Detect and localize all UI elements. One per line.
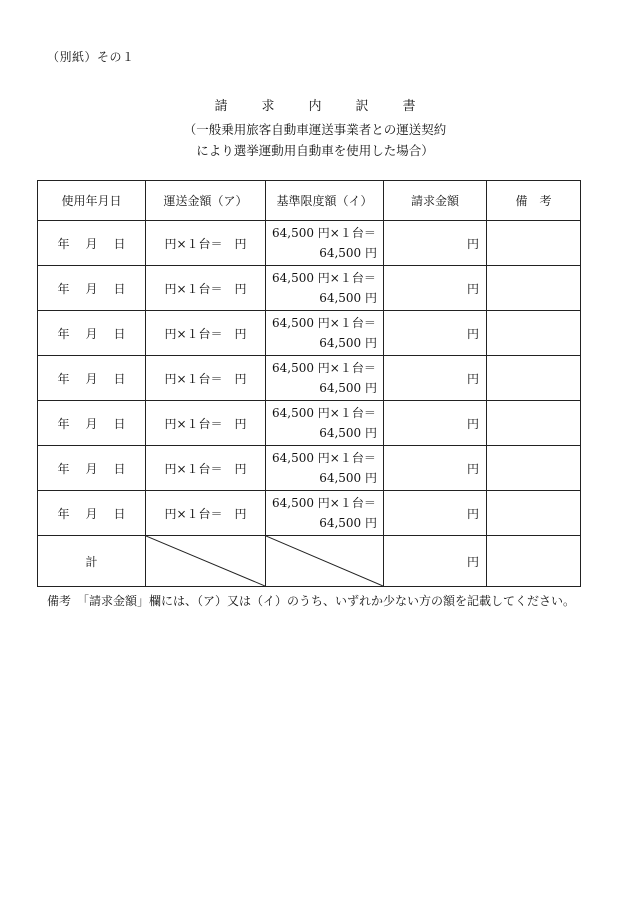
transport-amount-cell[interactable]: 円×１台＝ 円 xyxy=(146,401,266,446)
month-label: 月 xyxy=(85,506,98,521)
table-row xyxy=(38,311,581,356)
table-row xyxy=(38,446,581,491)
day-label: 日 xyxy=(113,506,126,521)
remarks-cell[interactable] xyxy=(487,401,581,446)
request-amount-cell[interactable]: 円 xyxy=(384,491,487,536)
limit-formula: 64,500 円×１台＝ xyxy=(272,361,376,375)
date-cell[interactable] xyxy=(38,356,146,401)
table-row xyxy=(38,356,581,401)
diagonal-strike-icon xyxy=(266,536,383,586)
title-char: 内 xyxy=(308,99,322,114)
limit-result: 64,500 円 xyxy=(319,471,377,485)
title-char: 求 xyxy=(261,99,275,114)
limit-amount-cell xyxy=(266,311,384,356)
year-label: 年 xyxy=(57,416,70,431)
transport-amount-cell[interactable]: 円×１台＝ 円 xyxy=(146,311,266,356)
date-cell[interactable] xyxy=(38,311,146,356)
day-label: 日 xyxy=(113,326,126,341)
limit-result: 64,500 円 xyxy=(319,246,377,260)
year-label: 年 xyxy=(57,236,70,251)
table-row xyxy=(38,491,581,536)
request-amount-cell[interactable]: 円 xyxy=(384,446,487,491)
header-transport-amount: 運送金額（ア） xyxy=(146,181,266,221)
remarks-cell[interactable] xyxy=(487,221,581,266)
limit-formula: 64,500 円×１台＝ xyxy=(272,316,376,330)
limit-formula: 64,500 円×１台＝ xyxy=(272,271,376,285)
table-header-row xyxy=(38,181,581,221)
year-label: 年 xyxy=(57,371,70,386)
request-amount-cell[interactable]: 円 xyxy=(384,311,487,356)
table-row xyxy=(38,221,581,266)
request-amount-cell[interactable]: 円 xyxy=(384,266,487,311)
transport-amount-cell[interactable]: 円×１台＝ 円 xyxy=(146,446,266,491)
document-title xyxy=(0,95,630,114)
date-cell[interactable] xyxy=(38,401,146,446)
day-label: 日 xyxy=(113,416,126,431)
limit-amount-cell xyxy=(266,401,384,446)
limit-result: 64,500 円 xyxy=(319,336,377,350)
total-row xyxy=(38,536,581,587)
day-label: 日 xyxy=(113,236,126,251)
request-amount-cell[interactable]: 円 xyxy=(384,221,487,266)
limit-amount-cell xyxy=(266,491,384,536)
limit-formula: 64,500 円×１台＝ xyxy=(272,226,376,240)
month-label: 月 xyxy=(85,416,98,431)
invoice-breakdown-table xyxy=(37,180,581,587)
header-limit-amount: 基準限度額（イ） xyxy=(266,181,384,221)
limit-result: 64,500 円 xyxy=(319,291,377,305)
remarks-cell[interactable] xyxy=(487,446,581,491)
date-cell[interactable] xyxy=(38,491,146,536)
total-label: 計 xyxy=(38,536,146,587)
transport-amount-cell[interactable]: 円×１台＝ 円 xyxy=(146,491,266,536)
month-label: 月 xyxy=(85,326,98,341)
diagonal-strike-icon xyxy=(146,536,265,586)
total-transport-cell-struck xyxy=(146,536,266,587)
total-request-amount-cell[interactable]: 円 xyxy=(384,536,487,587)
limit-formula: 64,500 円×１台＝ xyxy=(272,496,376,510)
title-char: 書 xyxy=(402,99,416,114)
limit-amount-cell xyxy=(266,446,384,491)
day-label: 日 xyxy=(113,371,126,386)
limit-amount-cell xyxy=(266,221,384,266)
year-label: 年 xyxy=(57,506,70,521)
remarks-cell[interactable] xyxy=(487,311,581,356)
total-remarks-cell[interactable] xyxy=(487,536,581,587)
date-cell[interactable] xyxy=(38,446,146,491)
year-label: 年 xyxy=(57,461,70,476)
month-label: 月 xyxy=(85,281,98,296)
table-row xyxy=(38,266,581,311)
year-label: 年 xyxy=(57,326,70,341)
month-label: 月 xyxy=(85,236,98,251)
day-label: 日 xyxy=(113,461,126,476)
date-cell[interactable] xyxy=(38,221,146,266)
month-label: 月 xyxy=(85,461,98,476)
transport-amount-cell[interactable]: 円×１台＝ 円 xyxy=(146,266,266,311)
transport-amount-cell[interactable]: 円×１台＝ 円 xyxy=(146,221,266,266)
title-char: 請 xyxy=(214,99,228,114)
request-amount-cell[interactable]: 円 xyxy=(384,356,487,401)
table-row xyxy=(38,401,581,446)
total-limit-cell-struck xyxy=(266,536,384,587)
header-request-amount: 請求金額 xyxy=(384,181,487,221)
year-label: 年 xyxy=(57,281,70,296)
title-char: 訳 xyxy=(355,99,369,114)
limit-result: 64,500 円 xyxy=(319,381,377,395)
month-label: 月 xyxy=(85,371,98,386)
attachment-label: （別紙）その１ xyxy=(47,50,135,64)
limit-amount-cell xyxy=(266,356,384,401)
limit-amount-cell xyxy=(266,266,384,311)
request-amount-cell[interactable]: 円 xyxy=(384,401,487,446)
header-date: 使用年月日 xyxy=(38,181,146,221)
limit-result: 64,500 円 xyxy=(319,426,377,440)
remarks-cell[interactable] xyxy=(487,266,581,311)
limit-result: 64,500 円 xyxy=(319,516,377,530)
day-label: 日 xyxy=(113,281,126,296)
limit-formula: 64,500 円×１台＝ xyxy=(272,406,376,420)
footnote: 備考 「請求金額」欄には、（ア）又は（イ）のうち、いずれか少ない方の額を記載してください。 xyxy=(47,594,576,608)
remarks-cell[interactable] xyxy=(487,356,581,401)
transport-amount-cell[interactable]: 円×１台＝ 円 xyxy=(146,356,266,401)
header-remarks: 備 考 xyxy=(487,181,581,221)
subtitle-line-1: （一般乗用旅客自動車運送事業者との運送契約 xyxy=(183,122,447,137)
limit-formula: 64,500 円×１台＝ xyxy=(272,451,376,465)
remarks-cell[interactable] xyxy=(487,491,581,536)
date-cell[interactable] xyxy=(38,266,146,311)
subtitle-line-2: により選挙運動用自動車を使用した場合） xyxy=(196,143,434,158)
